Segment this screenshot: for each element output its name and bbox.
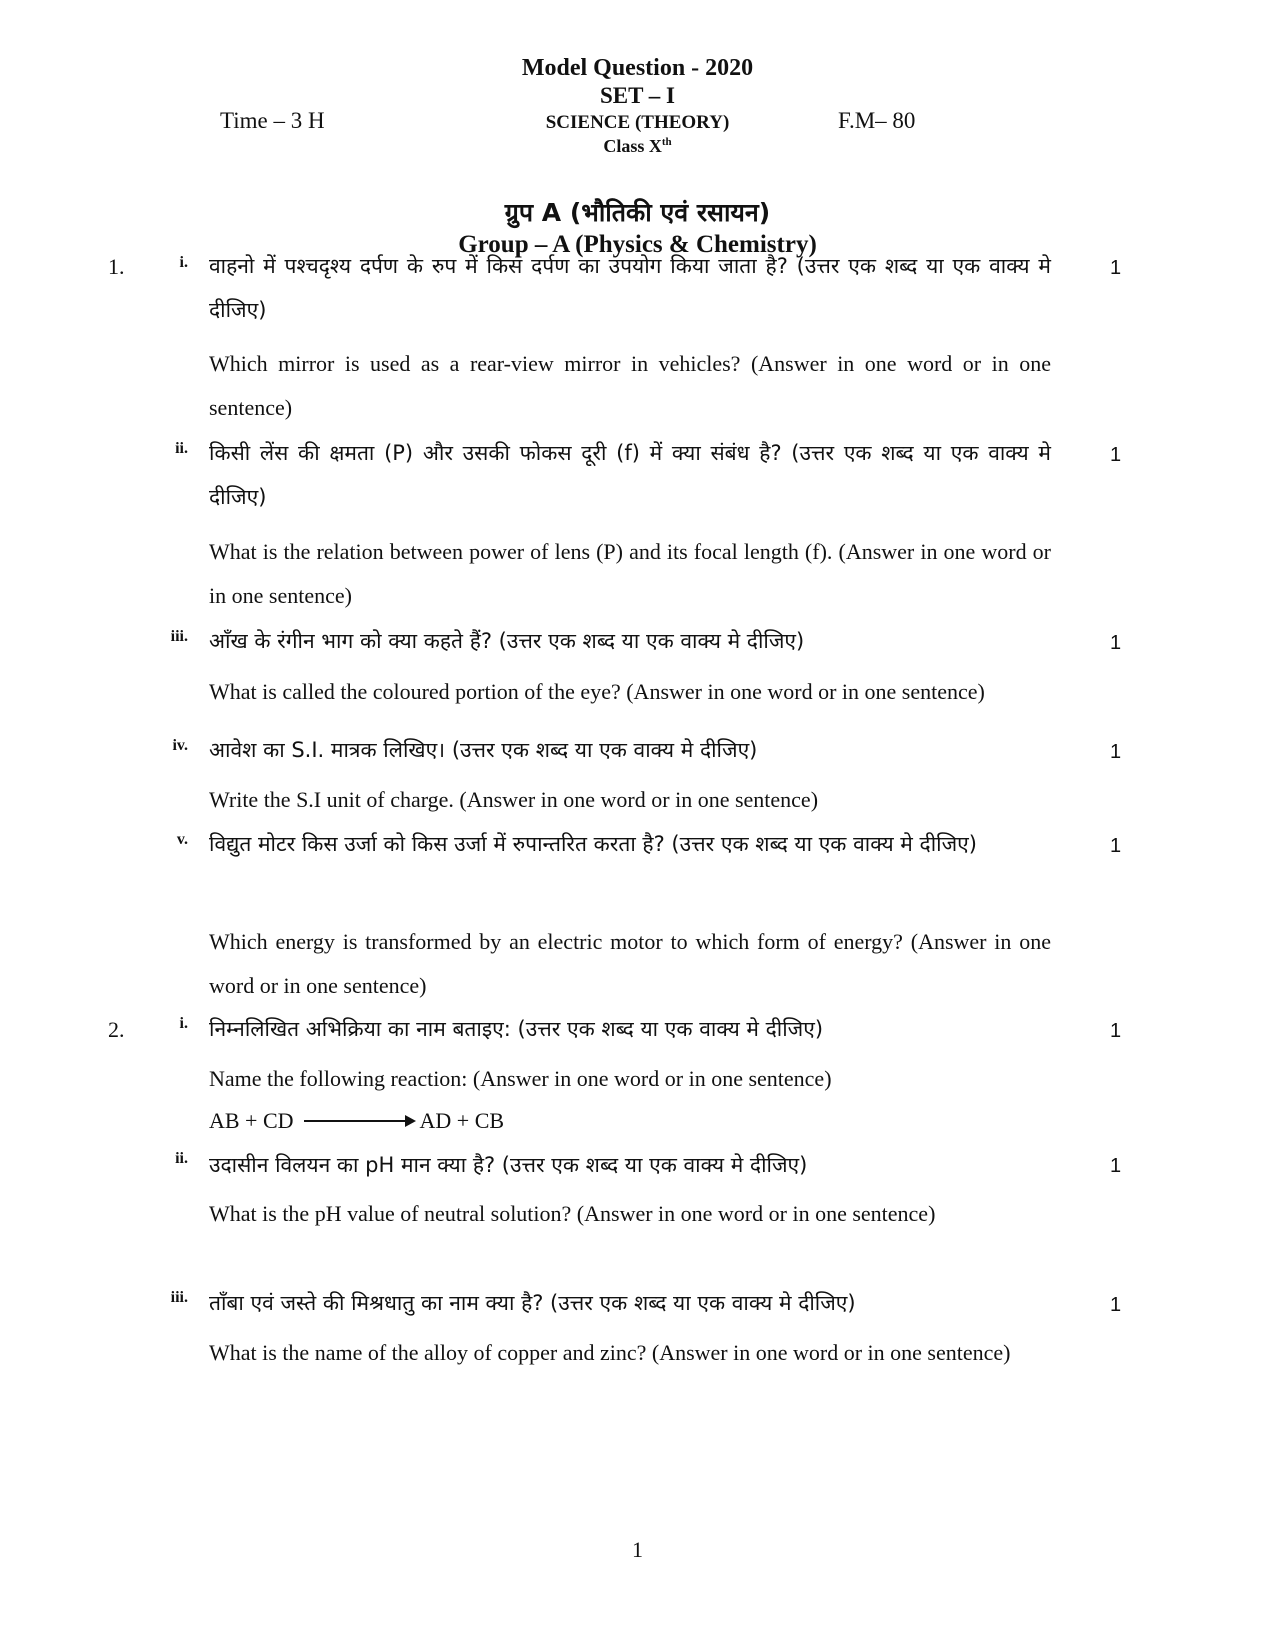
marks-value: 1 xyxy=(1110,741,1122,763)
question-text-english: What is the relation between power of lens (P) and its focal length (f). (Answer in one word or in one sentence) xyxy=(209,539,1051,608)
subquestion-label: i. xyxy=(179,254,188,271)
class-superscript: th xyxy=(661,136,672,148)
question-text-hindi: विद्युत मोटर किस उर्जा को किस उर्जा में रुपान्तरित करता है? (उत्तर एक शब्द या एक वाक्य मे दीजिए) xyxy=(209,832,977,856)
group-heading-english: Group – A (Physics & Chemistry) xyxy=(458,231,817,258)
question-text-hindi: उदासीन विलयन का pH मान क्या है? (उत्तर एक शब्द या एक वाक्य मे दीजिए) xyxy=(209,1153,808,1177)
marks-value: 1 xyxy=(1110,257,1122,279)
question-text-hindi: निम्नलिखित अभिक्रिया का नाम बताइए: (उत्तर एक शब्द या एक वाक्य मे दीजिए) xyxy=(209,1017,824,1041)
paper-title: Model Question - 2020 xyxy=(521,55,754,81)
marks-value: 1 xyxy=(1110,1294,1122,1316)
question-text-hindi: ताँबा एवं जस्ते की मिश्रधातु का नाम क्या है? (उत्तर एक शब्द या एक वाक्य मे दीजिए) xyxy=(209,1291,856,1315)
subquestion-label: i. xyxy=(179,1015,188,1032)
question-text-english: Name the following reaction: (Answer in one word or in one sentence) xyxy=(209,1066,832,1091)
question-text-english: Which mirror is used as a rear-view mirror in vehicles? (Answer in one word or in one sentence) xyxy=(209,351,1051,420)
group-heading-hindi: ग्रुप A (भौतिकी एवं रसायन) xyxy=(504,198,771,227)
subquestion-label: ii. xyxy=(175,440,188,457)
question-number: 2. xyxy=(108,1017,125,1042)
question-text-hindi: किसी लेंस की क्षमता (P) और उसकी फोकस दूरी (f) में क्या संबंध है? (उत्तर एक शब्द या एक वाक्य मे दीजिए) xyxy=(209,441,1051,509)
full-marks-label: F.M– 80 xyxy=(838,108,916,133)
set-label: SET – I xyxy=(599,83,675,108)
question-text-english: What is the name of the alloy of copper and zinc? (Answer in one word or in one sentence) xyxy=(209,1340,1011,1365)
subquestion-label: v. xyxy=(176,831,188,848)
page-number: 1 xyxy=(632,1537,643,1562)
question-text-english: What is called the coloured portion of the eye? (Answer in one word or in one sentence) xyxy=(209,679,985,704)
subquestion-label: iii. xyxy=(170,628,188,645)
reactants: AB + CD xyxy=(209,1108,294,1133)
subject-label: SCIENCE (THEORY) xyxy=(545,112,730,133)
marks-value: 1 xyxy=(1110,835,1122,857)
question-text-english: Write the S.I unit of charge. (Answer in one word or in one sentence) xyxy=(209,787,819,812)
question-text-hindi: वाहनो में पश्चदृश्य दर्पण के रुप में किस दर्पण का उपयोग किया जाता है? (उत्तर एक शब्द या एक वाक्य मे दीजिए) xyxy=(209,254,1051,322)
marks-value: 1 xyxy=(1110,632,1122,654)
class-text: Class X xyxy=(603,136,662,156)
question-text-hindi: आँख के रंगीन भाग को क्या कहते हैं? (उत्तर एक शब्द या एक वाक्य मे दीजिए) xyxy=(209,629,805,653)
time-label: Time – 3 H xyxy=(220,108,325,133)
reaction-arrow-icon xyxy=(304,1120,412,1122)
chemical-reaction xyxy=(209,1108,504,1134)
marks-value: 1 xyxy=(1110,1155,1122,1177)
subquestion-label: iii. xyxy=(170,1289,188,1306)
marks-value: 1 xyxy=(1110,444,1122,466)
question-text-hindi: आवेश का S.I. मात्रक लिखिए। (उत्तर एक शब्द या एक वाक्य मे दीजिए) xyxy=(209,738,758,762)
subquestion-label: ii. xyxy=(175,1150,188,1167)
class-label xyxy=(0,136,1275,157)
question-text-english: What is the pH value of neutral solution? (Answer in one word or in one sentence) xyxy=(209,1201,936,1226)
products: AD + CB xyxy=(419,1108,505,1133)
question-text-english: Which energy is transformed by an electric motor to which form of energy? (Answer in one word or in one sentence) xyxy=(209,929,1051,998)
subquestion-label: iv. xyxy=(172,737,188,754)
marks-value: 1 xyxy=(1110,1020,1122,1042)
question-number: 1. xyxy=(108,254,125,279)
